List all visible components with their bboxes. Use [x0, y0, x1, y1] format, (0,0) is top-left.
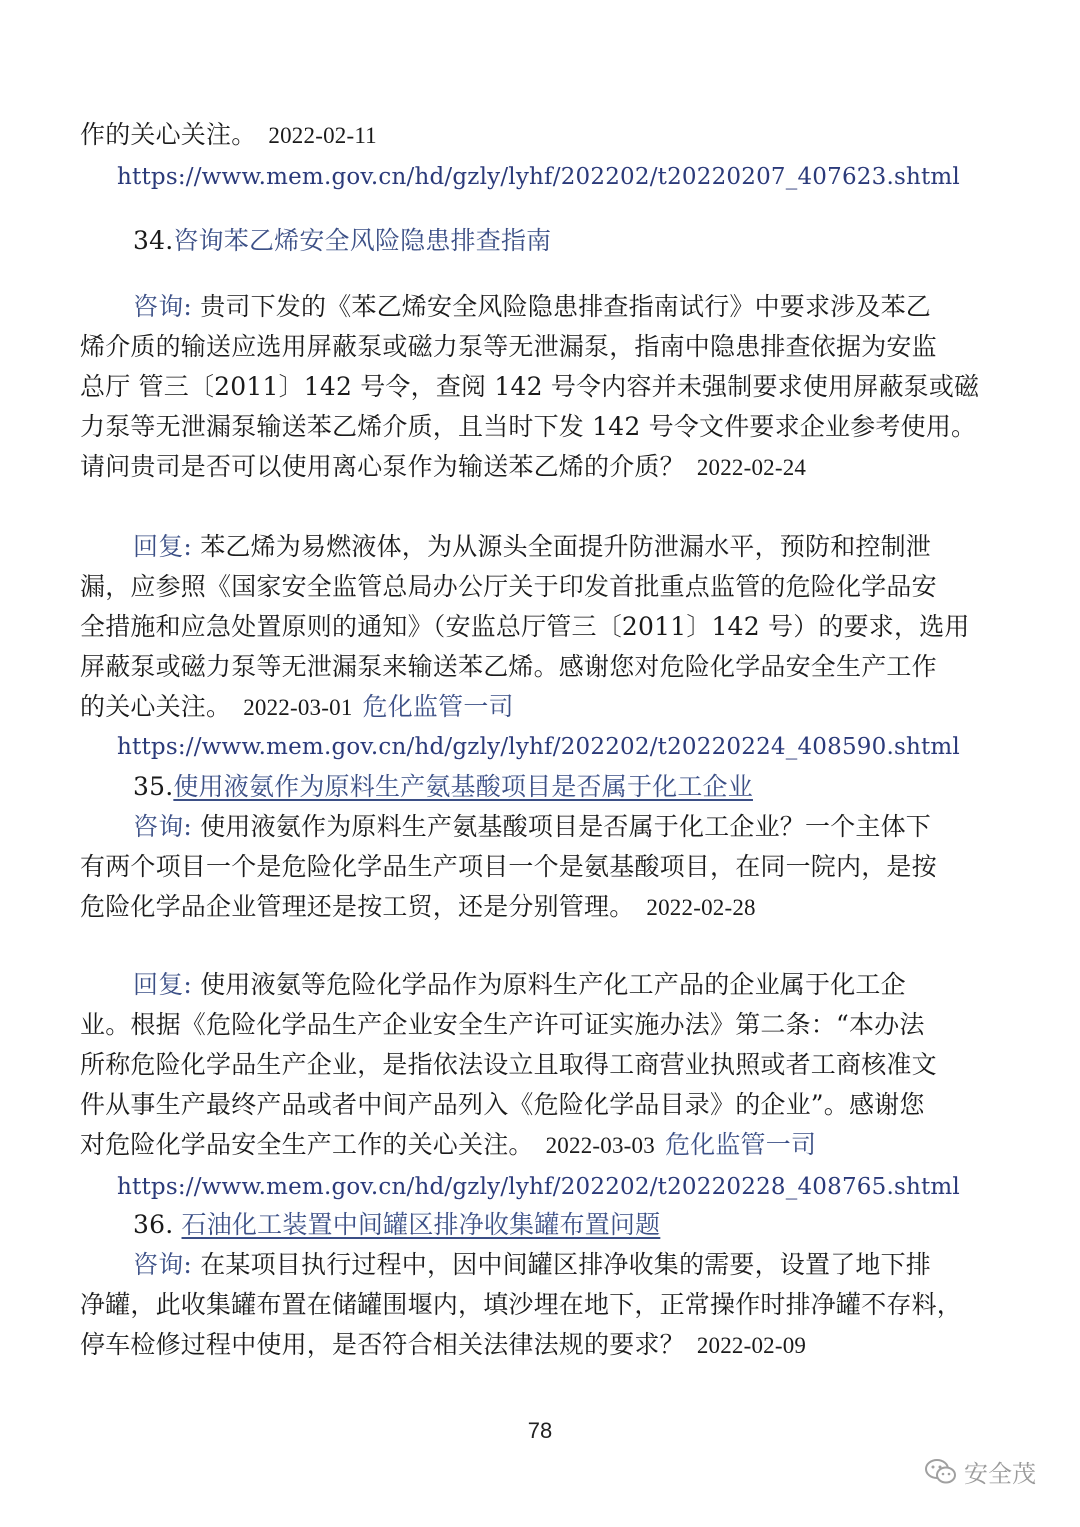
- watermark: [924, 1454, 1036, 1489]
- reply-text: 苯乙烯为易燃液体，为从源头全面提升防泄漏水平，预防和控制泄: [200, 532, 931, 561]
- reply-line: [133, 528, 1063, 566]
- source-link[interactable]: https://www.mem.gov.cn/hd/gzly/lyhf/202202/t20220228_408765.shtml: [117, 1174, 960, 1200]
- watermark-text: 安全茂: [964, 1460, 1036, 1488]
- consult-date: 2022-02-09: [696, 1333, 807, 1358]
- reply-label: 回复:: [133, 970, 193, 999]
- consult-line: 净罐，此收集罐布置在储罐围堰内，填沙埋在地下，正常操作时排净罐不存料，: [80, 1290, 963, 1319]
- consult-text: 使用液氨作为原料生产氨基酸项目是否属于化工企业？一个主体下: [200, 812, 931, 841]
- question-title-link[interactable]: 石油化工装置中间罐区排净收集罐布置问题: [181, 1210, 661, 1239]
- consult-label: 咨询:: [133, 812, 193, 841]
- text-line: [80, 116, 1010, 155]
- consult-line: [133, 1246, 1063, 1284]
- consult-line: [80, 448, 1010, 487]
- question-number: 35.: [133, 772, 174, 801]
- question-title-link[interactable]: 使用液氨作为原料生产氨基酸项目是否属于化工企业: [173, 772, 753, 801]
- consult-date: 2022-02-28: [646, 895, 756, 920]
- consult-label: 咨询:: [133, 1250, 193, 1279]
- consult-text: 请问贵司是否可以使用离心泵作为输送苯乙烯的介质？: [80, 452, 685, 481]
- question-heading-36: [133, 1206, 1063, 1244]
- reply-line: 漏，应参照《国家安全监管总局办公厅关于印发首批重点监管的危险化学品安: [80, 572, 937, 601]
- reply-line: [80, 1126, 1010, 1165]
- question-number: 36.: [133, 1210, 174, 1239]
- question-title-link[interactable]: 咨询苯乙烯安全风险隐患排查指南: [173, 226, 552, 255]
- reply-line: [80, 688, 1010, 727]
- reply-line: 业。根据《危险化学品生产企业安全生产许可证实施办法》第二条：“本办法: [80, 1010, 925, 1039]
- reply-date: 2022-03-03: [545, 1133, 655, 1158]
- reply-line: 屏蔽泵或磁力泵等无泄漏泵来输送苯乙烯。感谢您对危险化学品安全生产工作: [80, 652, 937, 681]
- consult-line: 有两个项目一个是危险化学品生产项目一个是氨基酸项目，在同一院内，是按: [80, 852, 937, 881]
- source-link[interactable]: https://www.mem.gov.cn/hd/gzly/lyhf/202202/t20220207_407623.shtml: [117, 164, 960, 190]
- reply-label: 回复:: [133, 532, 193, 561]
- department-name: 危化监管一司: [664, 1130, 817, 1159]
- reply-tail-text: 作的关心关注。: [80, 120, 257, 149]
- reply-line: [133, 966, 1063, 1004]
- consult-text: 停车检修过程中使用，是否符合相关法律法规的要求？: [80, 1330, 685, 1359]
- consult-line: 烯介质的输送应选用屏蔽泵或磁力泵等无泄漏泵，指南中隐患排查依据为安监: [80, 332, 937, 361]
- reply-date: 2022-03-01: [243, 695, 353, 720]
- consult-line: 力泵等无泄漏泵输送苯乙烯介质，且当时下发 142 号令文件要求企业参考使用。: [80, 412, 977, 441]
- wechat-icon: [924, 1458, 958, 1486]
- reply-date: 2022-02-11: [268, 123, 377, 148]
- consult-text: 危险化学品企业管理还是按工贸，还是分别管理。: [80, 892, 635, 921]
- reply-text: 使用液氨等危险化学品作为原料生产化工产品的企业属于化工企: [200, 970, 906, 999]
- source-link[interactable]: https://www.mem.gov.cn/hd/gzly/lyhf/202202/t20220224_408590.shtml: [117, 734, 960, 760]
- reply-line: 全措施和应急处置原则的通知》（安监总厅管三〔2011〕142 号）的要求，选用: [80, 612, 970, 641]
- department-name: 危化监管一司: [362, 692, 514, 721]
- consult-text: 贵司下发的《苯乙烯安全风险隐患排查指南试行》中要求涉及苯乙: [200, 292, 931, 321]
- question-heading-35: [133, 768, 1063, 806]
- question-number: 34.: [133, 226, 174, 255]
- consult-text: 在某项目执行过程中，因中间罐区排净收集的需要，设置了地下排: [200, 1250, 931, 1279]
- consult-line: [80, 888, 1010, 927]
- reply-line: 所称危险化学品生产企业，是指依法设立且取得工商营业执照或者工商核准文: [80, 1050, 937, 1079]
- consult-line: [80, 1326, 1010, 1365]
- consult-date: 2022-02-24: [696, 455, 807, 480]
- consult-line: 总厅 管三〔2011〕142 号令，查阅 142 号令内容并未强制要求使用屏蔽泵或磁: [80, 372, 980, 401]
- consult-label: 咨询:: [133, 292, 193, 321]
- page-number: 78: [527, 1418, 553, 1443]
- reply-text: 的关心关注。: [80, 692, 232, 721]
- question-heading-34: [133, 222, 1063, 260]
- reply-line: 件从事生产最终产品或者中间产品列入《危险化学品目录》的企业”。感谢您: [80, 1090, 925, 1119]
- consult-line: [133, 808, 1063, 846]
- reply-text: 对危险化学品安全生产工作的关心关注。: [80, 1130, 534, 1159]
- consult-line: [133, 288, 1063, 326]
